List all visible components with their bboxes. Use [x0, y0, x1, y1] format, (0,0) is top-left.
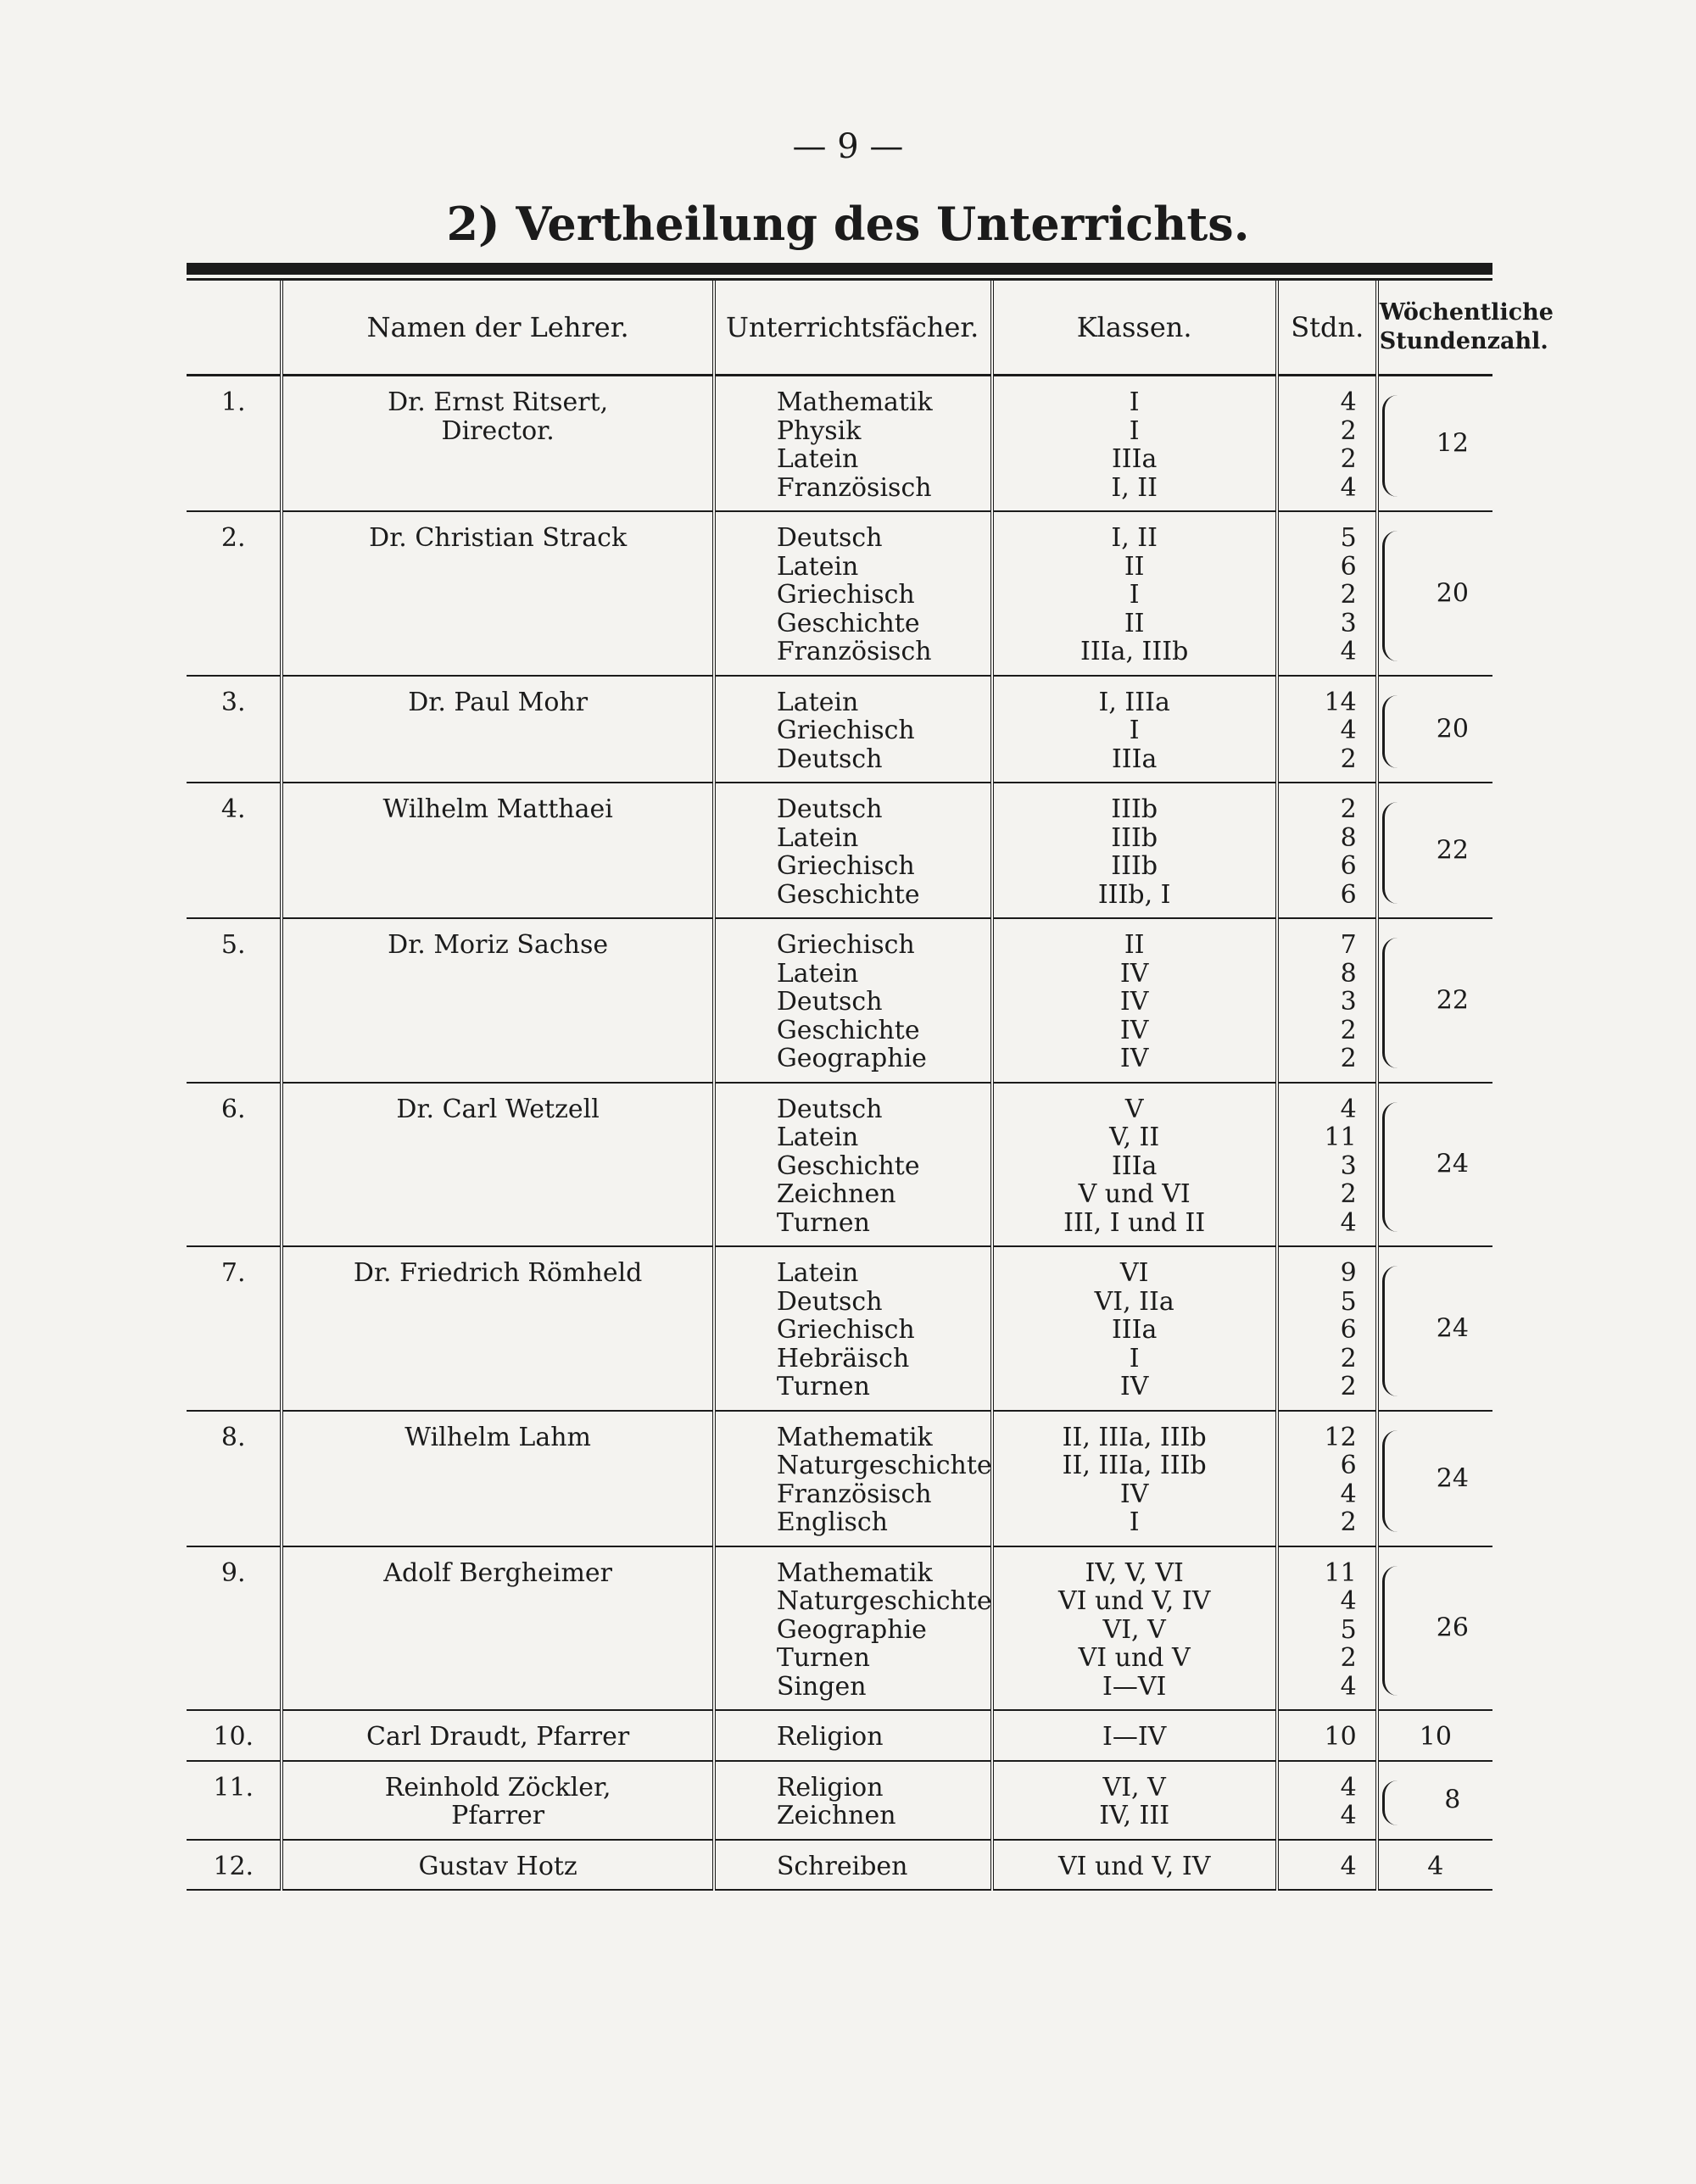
teacher-name-line: Pfarrer [451, 1801, 545, 1830]
row-number: 6. [187, 1083, 282, 1247]
weekly-total-cell [1377, 376, 1492, 512]
weekly-total-value: 24 [1436, 1462, 1469, 1493]
class-value: VI und V [1078, 1643, 1191, 1673]
header-rule-thick [187, 263, 1492, 275]
subject: Latein [776, 1258, 859, 1288]
header-weekly-line2: Stundenzahl. [1379, 328, 1548, 354]
subject: Latein [776, 444, 859, 474]
class-value: III, I und II [1063, 1207, 1206, 1238]
class-value: IV, V, VI [1085, 1557, 1184, 1588]
subject: Zeichnen [776, 1179, 896, 1209]
teacher-name [282, 918, 713, 1083]
class-value: I, IIIa [1098, 687, 1170, 717]
classes-cell [992, 1710, 1277, 1761]
hours-cell [1277, 1411, 1377, 1546]
class-value: VI, V [1102, 1614, 1166, 1645]
subject: Deutsch [776, 523, 883, 553]
teacher-name [282, 1546, 713, 1711]
class-value: IIIa [1111, 1150, 1158, 1181]
teacher-name [282, 1840, 713, 1891]
teacher-name-line: Adolf Bergheimer [383, 1557, 613, 1588]
class-value: V und VI [1078, 1179, 1191, 1209]
subject: Griechisch [776, 1315, 915, 1345]
class-value: VI [1119, 1258, 1149, 1288]
weekly-total-value: 22 [1436, 835, 1469, 866]
table-row [187, 1246, 1492, 1411]
table-row [187, 1710, 1492, 1761]
teacher-name [282, 676, 713, 783]
table-row [187, 1840, 1492, 1891]
class-value: IIIb [1111, 794, 1158, 824]
hours-value: 6 [1340, 1451, 1357, 1480]
class-value: IIIb [1111, 822, 1158, 853]
hours-cell [1277, 1840, 1377, 1891]
class-value: I, II [1111, 523, 1158, 553]
subject: Latein [776, 958, 859, 989]
class-value: IV, III [1099, 1801, 1170, 1830]
weekly-total-cell [1377, 1710, 1492, 1761]
subject: Französisch [776, 637, 932, 666]
class-value: IV [1119, 1015, 1149, 1045]
hours-cell [1277, 918, 1377, 1083]
class-value: I [1129, 415, 1140, 446]
hours-value: 11 [1324, 1557, 1357, 1588]
class-value: I [1129, 1507, 1140, 1537]
hours-value: 4 [1340, 716, 1357, 745]
weekly-total-cell [1377, 1546, 1492, 1711]
subject: Deutsch [776, 1094, 883, 1124]
teacher-name [282, 783, 713, 918]
header-hours: Stdn. [1277, 281, 1377, 376]
hours-cell [1277, 1546, 1377, 1711]
brace-icon [1382, 938, 1407, 1068]
hours-value: 2 [1340, 794, 1357, 824]
class-value: IV [1119, 958, 1149, 989]
classes-cell [992, 1761, 1277, 1840]
table-row [187, 1411, 1492, 1546]
subject: Geographie [776, 1614, 927, 1645]
hours-value: 7 [1340, 930, 1357, 960]
row-number: 4. [187, 783, 282, 918]
hours-cell [1277, 511, 1377, 676]
header-classes: Klassen. [992, 281, 1277, 376]
class-value: II [1124, 551, 1145, 582]
hours-value: 4 [1340, 637, 1357, 666]
hours-value: 12 [1324, 1422, 1357, 1452]
teacher-name-line: Reinhold Zöckler, [384, 1772, 611, 1802]
subjects-cell [714, 1246, 992, 1411]
classes-cell [992, 1546, 1277, 1711]
subject: Turnen [776, 1372, 870, 1401]
hours-value: 4 [1340, 387, 1357, 417]
hours-value: 4 [1340, 1207, 1357, 1238]
brace-icon [1382, 395, 1407, 497]
classes-cell [992, 1411, 1277, 1546]
subject: Geographie [776, 1044, 927, 1073]
class-value: I [1129, 1343, 1140, 1373]
hours-cell [1277, 676, 1377, 783]
subject: Geschichte [776, 879, 920, 910]
weekly-total-value: 12 [1436, 428, 1469, 459]
subject: Religion [776, 1722, 884, 1752]
teacher-name-line: Dr. Carl Wetzell [396, 1094, 600, 1124]
teacher-name-line: Carl Draudt, Pfarrer [366, 1722, 630, 1752]
subject: Deutsch [776, 744, 883, 774]
hours-value: 2 [1340, 1372, 1357, 1401]
weekly-total-cell [1377, 1083, 1492, 1247]
hours-value: 4 [1340, 1094, 1357, 1124]
hours-value: 4 [1340, 472, 1357, 503]
hours-value: 10 [1324, 1722, 1357, 1752]
class-value: I—IV [1102, 1722, 1167, 1752]
teacher-name [282, 511, 713, 676]
hours-value: 4 [1340, 1851, 1357, 1881]
teacher-name [282, 1246, 713, 1411]
hours-value: 8 [1340, 822, 1357, 853]
subjects-cell [714, 1840, 992, 1891]
hours-value: 5 [1340, 523, 1357, 553]
teacher-name [282, 1761, 713, 1840]
teacher-name [282, 1083, 713, 1247]
weekly-total-cell [1377, 1761, 1492, 1840]
subjects-cell [714, 1546, 992, 1711]
hours-value: 6 [1340, 551, 1357, 582]
teacher-name-line: Dr. Friedrich Römheld [353, 1258, 643, 1288]
row-number: 11. [187, 1761, 282, 1840]
classes-cell [992, 1840, 1277, 1891]
classes-cell [992, 918, 1277, 1083]
subject: Deutsch [776, 987, 883, 1017]
weekly-total-cell [1377, 918, 1492, 1083]
teacher-name-line: Dr. Christian Strack [369, 523, 628, 553]
brace-icon [1382, 531, 1407, 661]
subject: Deutsch [776, 1286, 883, 1317]
table-row [187, 676, 1492, 783]
teacher-name-line: Director. [441, 415, 555, 446]
hours-value: 2 [1340, 1015, 1357, 1045]
weekly-total-value: 24 [1436, 1313, 1469, 1343]
header-subjects: Unterrichtsfächer. [714, 281, 992, 376]
table-row [187, 511, 1492, 676]
class-value: I, II [1111, 472, 1158, 503]
classes-cell [992, 1083, 1277, 1247]
subjects-cell [714, 511, 992, 676]
header-teacher-name: Namen der Lehrer. [282, 281, 713, 376]
teacher-name-line: Gustav Hotz [418, 1851, 577, 1881]
hours-value: 2 [1340, 1044, 1357, 1073]
teacher-name [282, 1411, 713, 1546]
subject: Griechisch [776, 716, 915, 745]
subject: Geschichte [776, 608, 920, 638]
class-value: I—VI [1102, 1671, 1167, 1702]
subjects-cell [714, 676, 992, 783]
subject: Latein [776, 551, 859, 582]
teacher-name-line: Dr. Paul Mohr [408, 687, 589, 717]
teacher-name-line: Wilhelm Matthaei [382, 794, 613, 824]
weekly-total-cell [1377, 1411, 1492, 1546]
class-value: IV [1119, 1479, 1149, 1509]
row-number: 12. [187, 1840, 282, 1891]
weekly-total-cell [1377, 511, 1492, 676]
teaching-distribution-table [187, 281, 1554, 1891]
hours-value: 3 [1340, 608, 1357, 638]
hours-value: 2 [1340, 1507, 1357, 1537]
hours-value: 4 [1340, 1586, 1357, 1616]
brace-icon [1382, 1266, 1407, 1396]
hours-value: 4 [1340, 1479, 1357, 1509]
subject: Mathematik [776, 1422, 933, 1452]
brace-icon [1382, 1430, 1407, 1532]
hours-value: 14 [1324, 687, 1357, 717]
subject: Latein [776, 687, 859, 717]
row-number: 1. [187, 376, 282, 512]
table-row [187, 918, 1492, 1083]
weekly-total-value: 10 [1419, 1722, 1452, 1752]
hours-value: 3 [1340, 1150, 1357, 1181]
class-value: VI und V, IV [1057, 1586, 1211, 1616]
hours-value: 2 [1340, 415, 1357, 446]
class-value: IIIa [1111, 1315, 1158, 1345]
subject: Turnen [776, 1207, 870, 1238]
teacher-name [282, 376, 713, 512]
subject: Naturgeschichte [776, 1586, 992, 1616]
brace-icon [1382, 1566, 1407, 1696]
classes-cell [992, 376, 1277, 512]
class-value: VI und V, IV [1057, 1851, 1211, 1881]
row-number: 3. [187, 676, 282, 783]
page-number: — 9 — [792, 127, 904, 166]
table-row [187, 1761, 1492, 1840]
brace-icon [1382, 802, 1407, 904]
hours-value: 5 [1340, 1286, 1357, 1317]
subject: Griechisch [776, 930, 915, 960]
weekly-total-value: 8 [1444, 1785, 1461, 1815]
weekly-total-value: 26 [1436, 1613, 1469, 1643]
hours-cell [1277, 1761, 1377, 1840]
subject: Zeichnen [776, 1801, 896, 1830]
subject: Englisch [776, 1507, 888, 1537]
brace-icon [1382, 695, 1407, 769]
subject: Latein [776, 1123, 859, 1152]
subjects-cell [714, 783, 992, 918]
row-number: 10. [187, 1710, 282, 1761]
class-value: IV [1119, 987, 1149, 1017]
hours-value: 9 [1340, 1258, 1357, 1288]
subject: Physik [776, 415, 862, 446]
class-value: II, IIIa, IIIb [1062, 1422, 1207, 1452]
subject: Hebräisch [776, 1343, 910, 1373]
hours-cell [1277, 1246, 1377, 1411]
subject: Deutsch [776, 794, 883, 824]
brace-icon [1382, 1102, 1407, 1233]
class-value: IIIa, IIIb [1080, 637, 1189, 666]
subject: Religion [776, 1772, 884, 1802]
subject: Griechisch [776, 851, 915, 881]
header-number [187, 281, 282, 376]
weekly-total-cell [1377, 1246, 1492, 1411]
classes-cell [992, 511, 1277, 676]
class-value: VI, IIa [1094, 1286, 1174, 1317]
hours-value: 6 [1340, 879, 1357, 910]
class-value: IV [1119, 1044, 1149, 1073]
hours-value: 2 [1340, 1179, 1357, 1209]
row-number: 5. [187, 918, 282, 1083]
class-value: II [1124, 930, 1145, 960]
subject: Schreiben [776, 1851, 908, 1881]
subjects-cell [714, 1710, 992, 1761]
hours-value: 2 [1340, 1343, 1357, 1373]
class-value: I [1129, 580, 1140, 610]
row-number: 9. [187, 1546, 282, 1711]
section-title: 2) Vertheilung des Unterrichts. [446, 197, 1250, 251]
weekly-total-value: 20 [1436, 578, 1469, 608]
row-number: 7. [187, 1246, 282, 1411]
hours-value: 4 [1340, 1772, 1357, 1802]
teacher-name-line: Dr. Moriz Sachse [388, 930, 609, 960]
class-value: II, IIIa, IIIb [1062, 1451, 1207, 1480]
weekly-total-cell [1377, 676, 1492, 783]
row-number: 2. [187, 511, 282, 676]
subjects-cell [714, 1761, 992, 1840]
class-value: IV [1119, 1372, 1149, 1401]
class-value: II [1124, 608, 1145, 638]
hours-value: 6 [1340, 851, 1357, 881]
table-row [187, 783, 1492, 918]
hours-cell [1277, 1083, 1377, 1247]
class-value: I [1129, 716, 1140, 745]
subject: Griechisch [776, 580, 915, 610]
subject: Singen [776, 1671, 867, 1702]
teacher-name [282, 1710, 713, 1761]
hours-value: 2 [1340, 444, 1357, 474]
hours-value: 4 [1340, 1801, 1357, 1830]
hours-value: 11 [1324, 1123, 1357, 1152]
hours-value: 2 [1340, 580, 1357, 610]
subject: Mathematik [776, 387, 933, 417]
subject: Geschichte [776, 1150, 920, 1181]
row-number: 8. [187, 1411, 282, 1546]
table-row [187, 1546, 1492, 1711]
table-header-row [187, 281, 1492, 376]
subject: Französisch [776, 1479, 932, 1509]
class-value: V [1124, 1094, 1144, 1124]
weekly-total-cell [1377, 1840, 1492, 1891]
hours-value: 8 [1340, 958, 1357, 989]
class-value: IIIb [1111, 851, 1158, 881]
class-value: V, II [1109, 1123, 1160, 1152]
class-value: I [1129, 387, 1140, 417]
subjects-cell [714, 1411, 992, 1546]
teacher-name-line: Dr. Ernst Ritsert, [388, 387, 609, 417]
weekly-total-value: 24 [1436, 1149, 1469, 1179]
subject: Naturgeschichte [776, 1451, 992, 1480]
table-row [187, 376, 1492, 512]
header-weekly-total [1377, 281, 1554, 376]
weekly-total-value: 4 [1427, 1851, 1444, 1881]
hours-value: 2 [1340, 1643, 1357, 1673]
teacher-name-line: Wilhelm Lahm [404, 1422, 592, 1452]
class-value: VI, V [1102, 1772, 1166, 1802]
class-value: IIIa [1111, 444, 1158, 474]
classes-cell [992, 676, 1277, 783]
weekly-total-value: 20 [1436, 714, 1469, 744]
hours-value: 3 [1340, 987, 1357, 1017]
hours-value: 2 [1340, 744, 1357, 774]
hours-value: 4 [1340, 1671, 1357, 1702]
subject: Latein [776, 822, 859, 853]
subject: Geschichte [776, 1015, 920, 1045]
subject: Mathematik [776, 1557, 933, 1588]
table-row [187, 1083, 1492, 1247]
classes-cell [992, 783, 1277, 918]
hours-cell [1277, 376, 1377, 512]
weekly-total-value: 22 [1436, 985, 1469, 1015]
hours-value: 6 [1340, 1315, 1357, 1345]
hours-cell [1277, 783, 1377, 918]
hours-cell [1277, 1710, 1377, 1761]
subjects-cell [714, 376, 992, 512]
subjects-cell [714, 1083, 992, 1247]
class-value: IIIb, I [1097, 879, 1171, 910]
header-weekly-line1: Wöchentliche [1379, 299, 1554, 326]
brace-icon [1382, 1780, 1407, 1825]
weekly-total-cell [1377, 783, 1492, 918]
subject: Turnen [776, 1643, 870, 1673]
hours-value: 5 [1340, 1614, 1357, 1645]
class-value: IIIa [1111, 744, 1158, 774]
classes-cell [992, 1246, 1277, 1411]
subjects-cell [714, 918, 992, 1083]
subject: Französisch [776, 472, 932, 503]
